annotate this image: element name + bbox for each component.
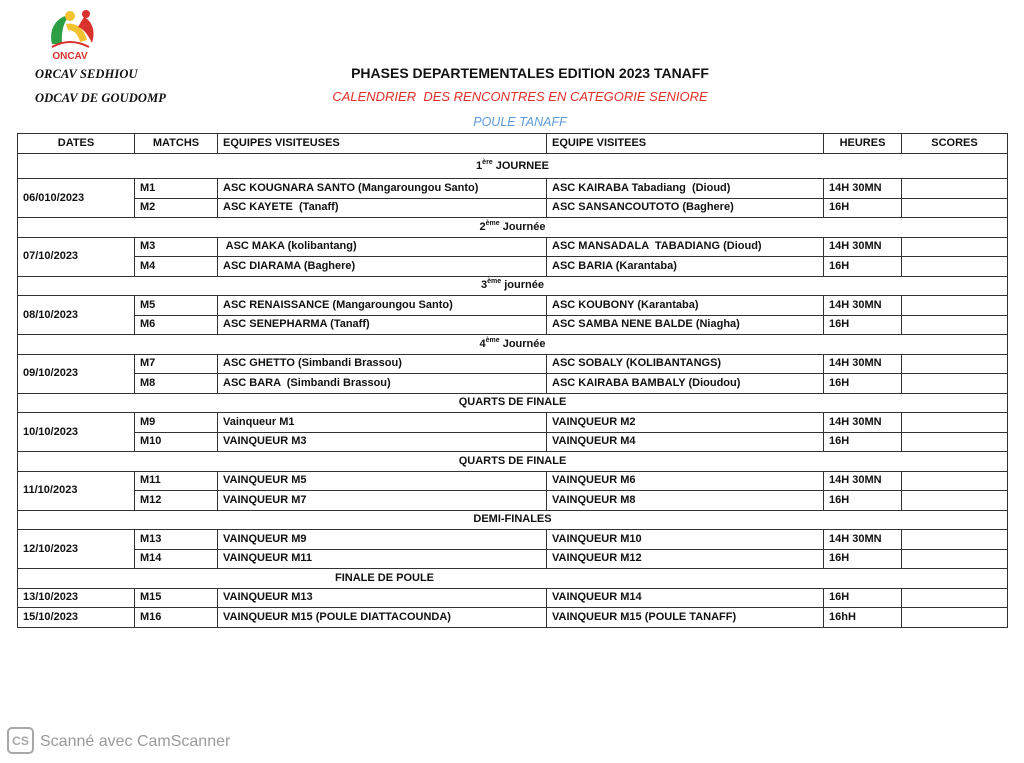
- round-title-ordinal: ère: [482, 158, 493, 166]
- home-team: ASC SAMBA NENE BALDE (Niagha): [547, 315, 824, 335]
- match-score: [902, 237, 1008, 257]
- away-team: ASC KOUGNARA SANTO (Mangaroungou Santo): [218, 179, 547, 199]
- camscanner-icon: CS: [7, 727, 34, 754]
- round-title-text: QUARTS DE FINALE: [458, 454, 567, 467]
- match-date: 15/10/2023: [18, 608, 135, 628]
- match-date: 13/10/2023: [18, 588, 135, 608]
- match-row: [18, 413, 1008, 433]
- schedule-table: [17, 133, 1008, 628]
- match-id: M1: [135, 179, 218, 199]
- match-id: M4: [135, 257, 218, 277]
- round-title-ordinal: ème: [485, 219, 500, 227]
- round-title-text: 4: [479, 337, 486, 350]
- document-subtitle: CALENDRIER DES RENCONTRES EN CATEGORIE SENIORE: [332, 89, 708, 104]
- home-team: VAINQUEUR M15 (POULE TANAFF): [547, 608, 824, 628]
- home-team: ASC KAIRABA BAMBALY (Dioudou): [547, 374, 824, 394]
- match-score: [902, 354, 1008, 374]
- match-time: 16H: [824, 549, 902, 569]
- schedule-body: [18, 154, 1008, 628]
- home-team: VAINQUEUR M4: [547, 432, 824, 452]
- round-header-row: [18, 510, 1008, 530]
- match-score: [902, 491, 1008, 511]
- away-team: VAINQUEUR M11: [218, 549, 547, 569]
- away-team: ASC BARA (Simbandi Brassou): [218, 374, 547, 394]
- home-team: VAINQUEUR M6: [547, 471, 824, 491]
- column-header-times: HEURES: [824, 134, 902, 154]
- match-score: [902, 257, 1008, 277]
- match-time: 14H 30MN: [824, 413, 902, 433]
- match-score: [902, 608, 1008, 628]
- match-time: 14H 30MN: [824, 237, 902, 257]
- match-score: [902, 432, 1008, 452]
- match-score: [902, 296, 1008, 316]
- match-row: [18, 354, 1008, 374]
- away-team: ASC RENAISSANCE (Mangaroungou Santo): [218, 296, 547, 316]
- match-id: M10: [135, 432, 218, 452]
- round-title-ordinal: ème: [487, 278, 502, 286]
- round-header-row: [18, 452, 1008, 472]
- home-team: ASC MANSADALA TABADIANG (Dioud): [547, 237, 824, 257]
- round-header-row: [18, 393, 1008, 413]
- match-id: M11: [135, 471, 218, 491]
- pool-name: POULE TANAFF: [473, 115, 567, 129]
- home-team: VAINQUEUR M2: [547, 413, 824, 433]
- home-team: VAINQUEUR M14: [547, 588, 824, 608]
- match-date: 10/10/2023: [18, 413, 135, 452]
- match-time: 16H: [824, 588, 902, 608]
- away-team: VAINQUEUR M15 (POULE DIATTACOUNDA): [218, 608, 547, 628]
- match-id: M16: [135, 608, 218, 628]
- round-title: [18, 276, 1008, 296]
- match-row: [18, 549, 1008, 569]
- match-score: [902, 315, 1008, 335]
- column-header-scores: SCORES: [902, 134, 1008, 154]
- match-time: 16H: [824, 315, 902, 335]
- away-team: ASC SENEPHARMA (Tanaff): [218, 315, 547, 335]
- round-title-suffix: JOURNEE: [492, 159, 549, 172]
- match-time: 14H 30MN: [824, 179, 902, 199]
- match-row: [18, 179, 1008, 199]
- round-title-suffix: journée: [501, 279, 544, 292]
- round-title-text: QUARTS DE FINALE: [458, 396, 567, 409]
- oncav-logo: [40, 6, 100, 62]
- home-team: VAINQUEUR M10: [547, 530, 824, 550]
- round-title-ordinal: ème: [485, 336, 500, 344]
- match-id: M13: [135, 530, 218, 550]
- away-team: VAINQUEUR M5: [218, 471, 547, 491]
- match-score: [902, 588, 1008, 608]
- round-title: [18, 569, 1008, 589]
- match-score: [902, 549, 1008, 569]
- match-date: 07/10/2023: [18, 237, 135, 276]
- round-title-suffix: Journée: [499, 337, 546, 350]
- table-header-row: [18, 134, 1008, 154]
- round-header-row: [18, 335, 1008, 355]
- scanner-watermark: Scanné avec CamScanner: [40, 733, 231, 750]
- round-title: [18, 218, 1008, 238]
- round-title: [18, 335, 1008, 355]
- match-id: M9: [135, 413, 218, 433]
- org-name-regional: ORCAV SEDHIOU: [35, 67, 138, 81]
- home-team: VAINQUEUR M8: [547, 491, 824, 511]
- home-team: ASC SANSANCOUTOTO (Baghere): [547, 198, 824, 218]
- match-time: 14H 30MN: [824, 530, 902, 550]
- round-title-text: DEMI-FINALES: [473, 513, 552, 526]
- match-id: M7: [135, 354, 218, 374]
- match-id: M3: [135, 237, 218, 257]
- match-id: M6: [135, 315, 218, 335]
- home-team: VAINQUEUR M12: [547, 549, 824, 569]
- round-title-text: 3: [481, 279, 488, 292]
- round-title-text: 1: [476, 159, 483, 172]
- match-score: [902, 374, 1008, 394]
- match-time: 16H: [824, 198, 902, 218]
- round-header-row: [18, 569, 1008, 589]
- match-row: [18, 374, 1008, 394]
- away-team: VAINQUEUR M9: [218, 530, 547, 550]
- match-row: [18, 471, 1008, 491]
- match-time: 16hH: [824, 608, 902, 628]
- match-row: [18, 432, 1008, 452]
- home-team: ASC BARIA (Karantaba): [547, 257, 824, 277]
- match-time: 16H: [824, 432, 902, 452]
- logo-text: ONCAV: [52, 51, 88, 62]
- match-row: [18, 296, 1008, 316]
- match-id: M15: [135, 588, 218, 608]
- match-time: 14H 30MN: [824, 354, 902, 374]
- match-date: 12/10/2023: [18, 530, 135, 569]
- match-date: 11/10/2023: [18, 471, 135, 510]
- match-row: [18, 588, 1008, 608]
- home-team: ASC SOBALY (KOLIBANTANGS): [547, 354, 824, 374]
- match-row: [18, 491, 1008, 511]
- match-score: [902, 530, 1008, 550]
- match-score: [902, 179, 1008, 199]
- match-score: [902, 413, 1008, 433]
- match-date: 09/10/2023: [18, 354, 135, 393]
- match-time: 14H 30MN: [824, 471, 902, 491]
- match-row: [18, 237, 1008, 257]
- column-header-dates: DATES: [18, 134, 135, 154]
- match-row: [18, 530, 1008, 550]
- org-name-departmental: ODCAV DE GOUDOMP: [35, 91, 167, 105]
- round-title-suffix: Journée: [499, 220, 546, 233]
- away-team: VAINQUEUR M7: [218, 491, 547, 511]
- away-team: VAINQUEUR M13: [218, 588, 547, 608]
- match-score: [902, 471, 1008, 491]
- round-header-row: [18, 218, 1008, 238]
- match-time: 16H: [824, 257, 902, 277]
- round-header-row: [18, 154, 1008, 179]
- match-id: M12: [135, 491, 218, 511]
- round-title-text: FINALE DE POULE: [335, 571, 435, 584]
- away-team: ASC KAYETE (Tanaff): [218, 198, 547, 218]
- match-id: M5: [135, 296, 218, 316]
- away-team: ASC GHETTO (Simbandi Brassou): [218, 354, 547, 374]
- round-title: [18, 393, 1008, 413]
- round-title: [18, 510, 1008, 530]
- round-title: [18, 154, 1008, 179]
- away-team: ASC MAKA (kolibantang): [218, 237, 547, 257]
- match-time: 14H 30MN: [824, 296, 902, 316]
- match-row: [18, 257, 1008, 277]
- column-header-away-teams: EQUIPES VISITEUSES: [218, 134, 547, 154]
- match-date: 08/10/2023: [18, 296, 135, 335]
- column-header-matchs: MATCHS: [135, 134, 218, 154]
- away-team: Vainqueur M1: [218, 413, 547, 433]
- round-title: [18, 452, 1008, 472]
- match-id: M8: [135, 374, 218, 394]
- match-date: 06/010/2023: [18, 179, 135, 218]
- home-team: ASC KAIRABA Tabadiang (Dioud): [547, 179, 824, 199]
- away-team: VAINQUEUR M3: [218, 432, 547, 452]
- match-row: [18, 198, 1008, 218]
- home-team: ASC KOUBONY (Karantaba): [547, 296, 824, 316]
- match-row: [18, 315, 1008, 335]
- match-score: [902, 198, 1008, 218]
- match-id: M2: [135, 198, 218, 218]
- match-time: 16H: [824, 374, 902, 394]
- document-title: PHASES DEPARTEMENTALES EDITION 2023 TANAFF: [351, 65, 709, 81]
- column-header-home-teams: EQUIPE VISITEES: [547, 134, 824, 154]
- match-id: M14: [135, 549, 218, 569]
- match-time: 16H: [824, 491, 902, 511]
- away-team: ASC DIARAMA (Baghere): [218, 257, 547, 277]
- round-header-row: [18, 276, 1008, 296]
- match-row: [18, 608, 1008, 628]
- round-title-text: 2: [479, 220, 486, 233]
